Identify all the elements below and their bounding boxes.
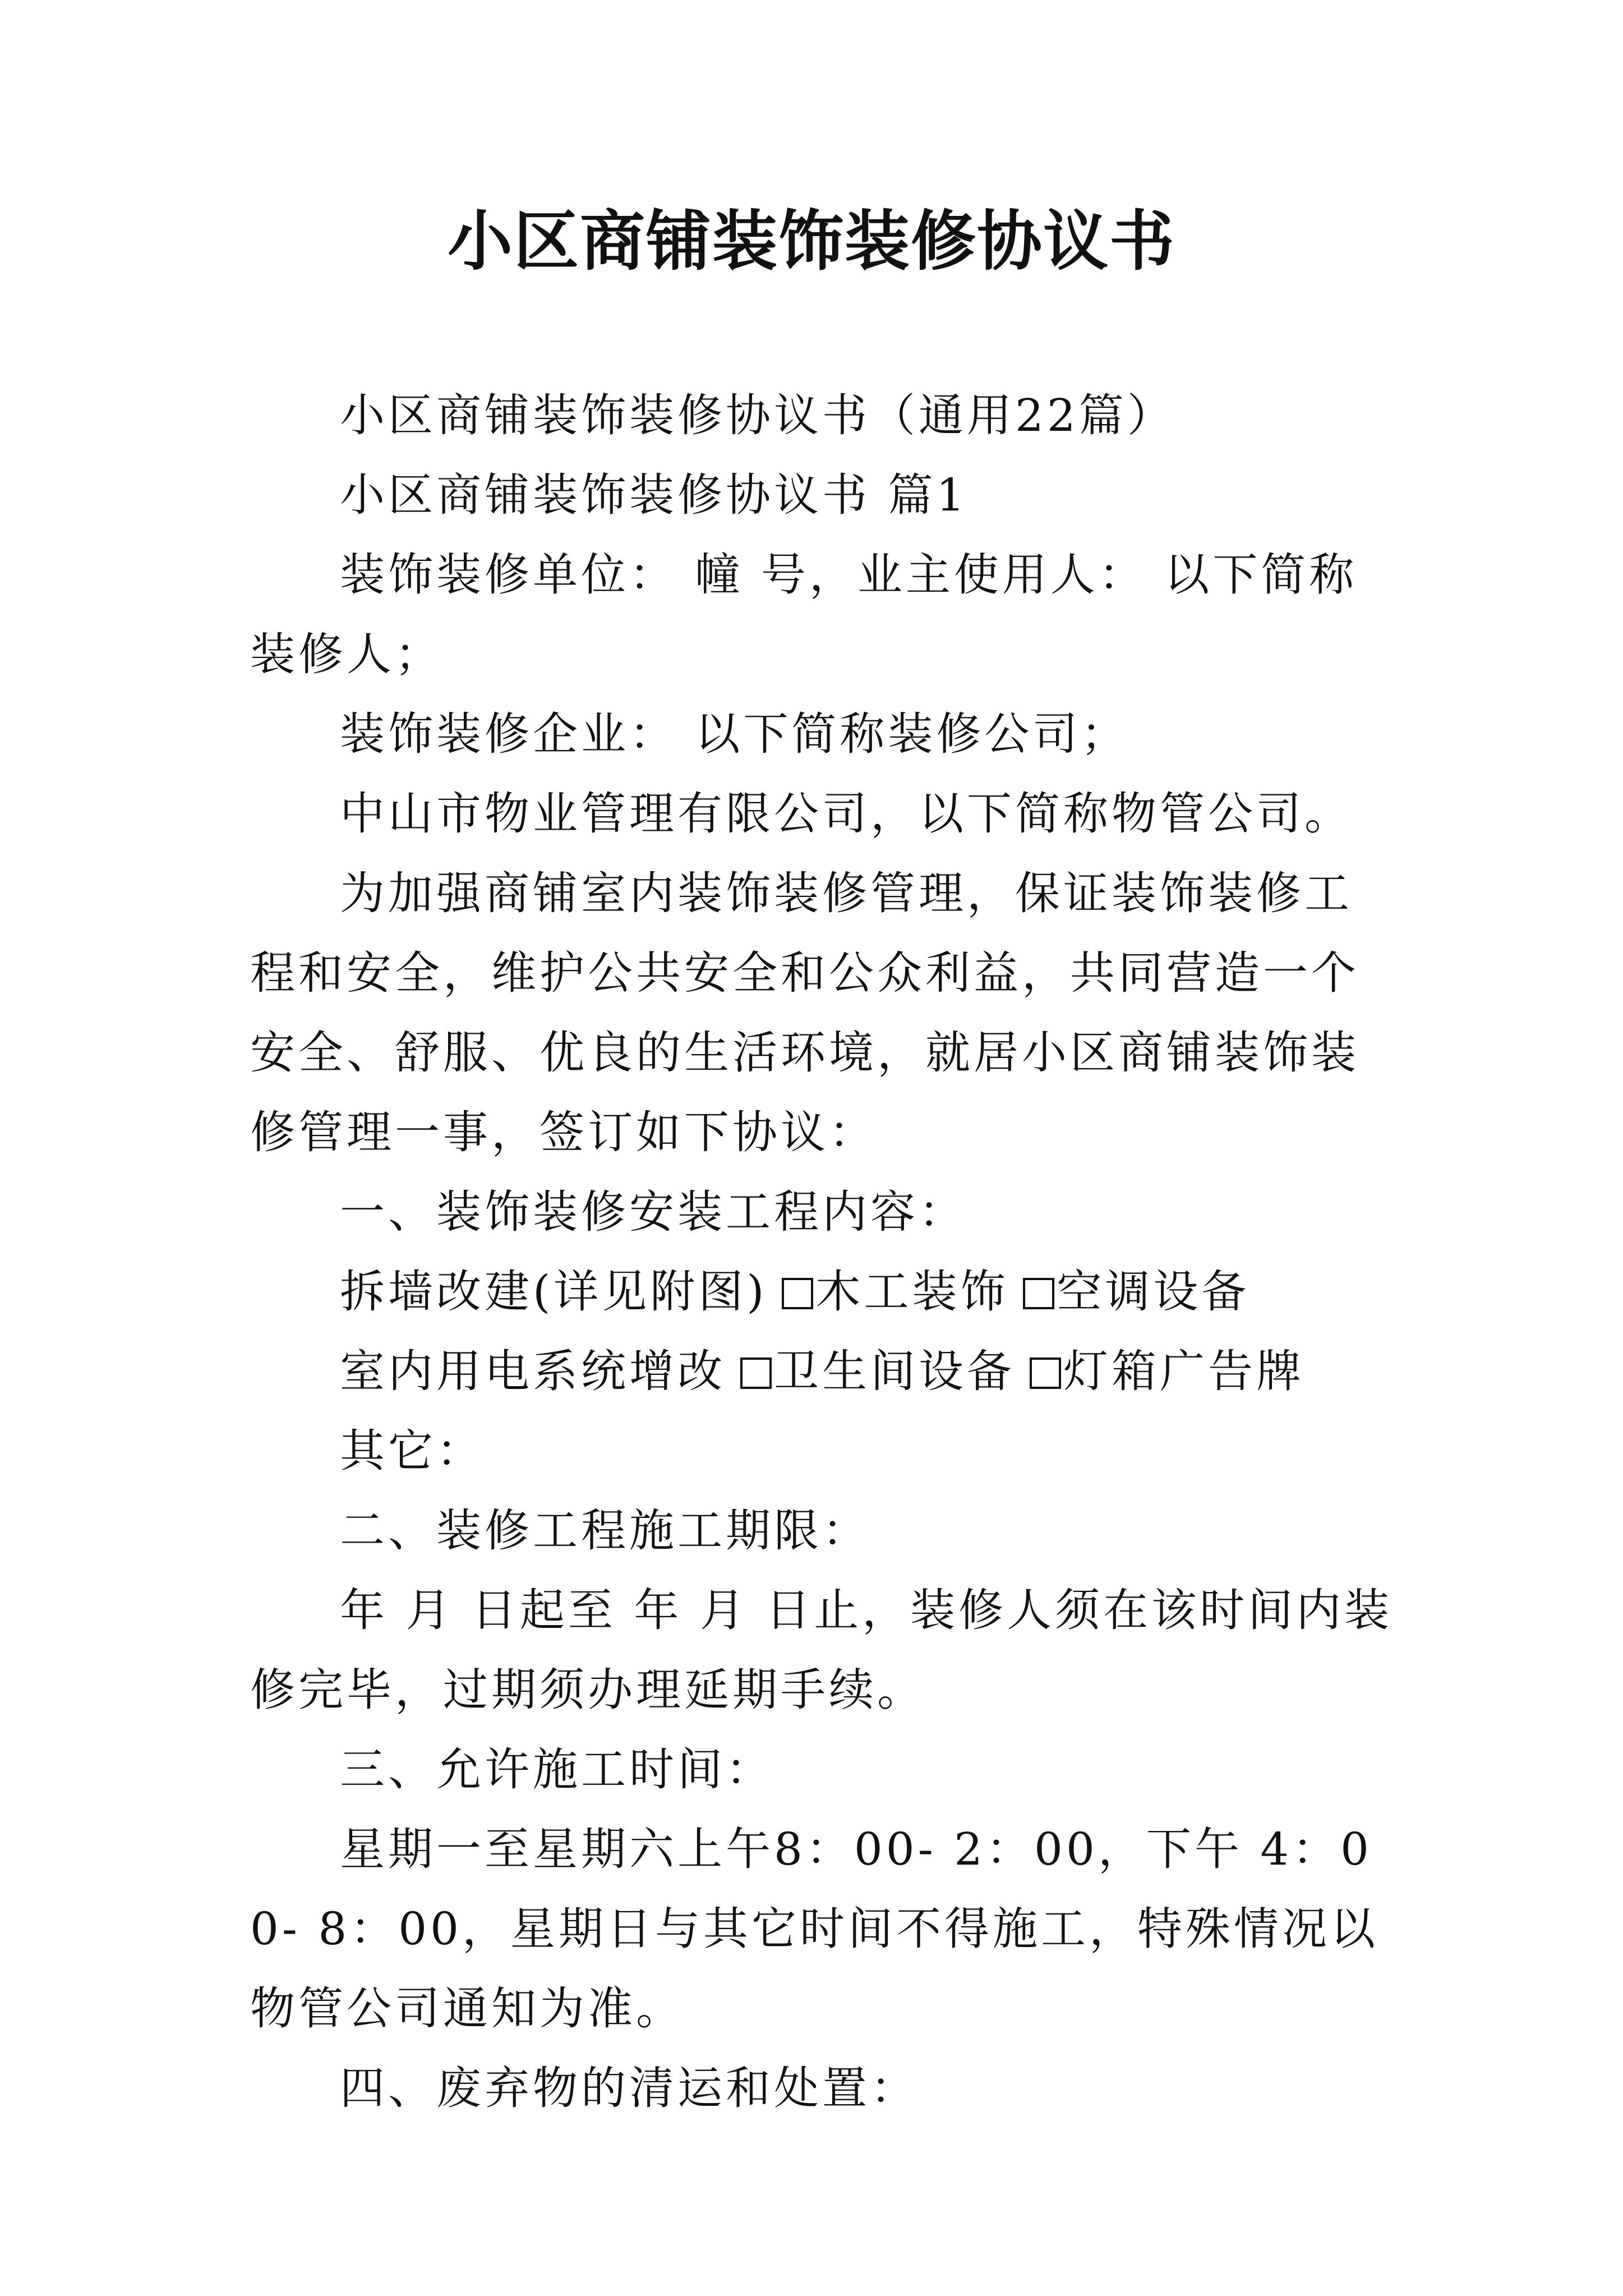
party-decorator-paragraph: 装饰装修单位： 幢 号，业主使用人： 以下简称装修人； (250, 549, 1358, 680)
checklist-item-electrical: 室内用电系统增改 (340, 1345, 726, 1397)
checkbox-icon[interactable] (1030, 1358, 1061, 1389)
checklist-item-demolition: 拆墙改建(详见附图) (340, 1266, 768, 1318)
checklist-item-bathroom: 卫生间设备 (774, 1345, 1015, 1397)
checkbox-icon[interactable] (1023, 1278, 1054, 1309)
purpose-paragraph: 为加强商铺室内装饰装修管理，保证装饰装修工程和安全，维护公共安全和公众利益，共同营造一个安全、舒服、优良的生活环境，就居小区商铺装饰装修管理一事，签订如下协议： (250, 867, 1359, 1158)
subtitle-paragraph: 小区商铺装饰装修协议书（通用22篇） (340, 389, 1175, 441)
section-heading: 小区商铺装饰装修协议书 篇1 (340, 469, 969, 521)
other-paragraph: 其它： (340, 1425, 485, 1477)
page-title: 小区商铺装饰装修协议书 (448, 203, 1175, 279)
checklist-row-1 (250, 1252, 1398, 1332)
document-body (250, 376, 1398, 2128)
party-company-paragraph: 装饰装修企业： 以下简称装修公司； (340, 708, 1129, 760)
checklist-item-lightbox-sign: 灯箱广告牌 (1063, 1345, 1304, 1397)
checkbox-icon[interactable] (740, 1358, 772, 1389)
checkbox-icon[interactable] (782, 1278, 813, 1309)
clause-1-heading: 一、装饰装修安装工程内容： (340, 1186, 967, 1238)
checklist-row-2 (250, 1332, 1398, 1411)
party-property-paragraph: 中山市物业管理有限公司，以下简称物管公司。 (340, 788, 1353, 840)
clause-3-heading: 三、允许施工时间： (340, 1743, 774, 1796)
working-hours-paragraph: 星期一至星期六上午8：00- 2：00，下午 4：00- 8：00，星期日与其它时间不得施工，特殊情况以物管公司通知为准。 (250, 1823, 1379, 2035)
checklist-item-woodwork: 木工装饰 (815, 1266, 1009, 1318)
period-paragraph: 年 月 日起至 年 月 日止，装修人须在该时间内装修完毕，过期须办理延期手续。 (250, 1584, 1393, 1716)
checklist-item-air-conditioning: 空调设备 (1057, 1266, 1250, 1318)
clause-2-heading: 二、装修工程施工期限： (340, 1504, 870, 1557)
clause-4-heading: 四、废弃物的清运和处置： (340, 2062, 919, 2114)
